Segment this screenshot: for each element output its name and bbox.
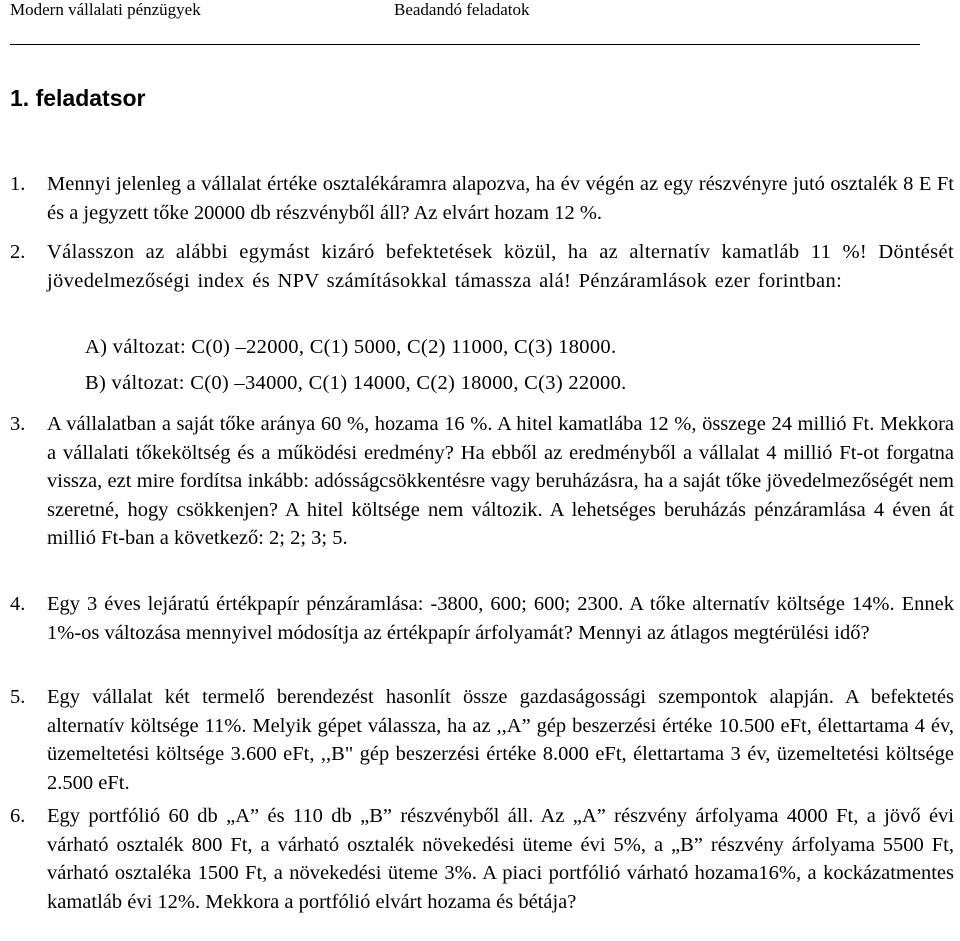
- task-3: [10, 410, 954, 553]
- task-4: [10, 590, 954, 647]
- task-number: 4.: [10, 593, 26, 615]
- task-2: [10, 238, 954, 295]
- task-text: Válasszon az alábbi egymást kizáró befektetések közül, ha az alternatív kamatláb 11 %! Döntését jövedelmezőségi index és NPV számításokkal támassza alá! Pénzáramlások ezer forintban:: [47, 241, 954, 292]
- task-number: 5.: [10, 686, 26, 708]
- task-text: Egy portfólió 60 db „A” és 110 db „B” részvényből áll. Az „A” részvény árfolyama 4000 Ft, a jövő évi várható osztalék 800 Ft, a várható osztalék növekedési üteme évi 5%, a „B” részvény árfolyama 5500 Ft, várható osztaléka 1500 Ft, a növekedési üteme 3%. A piaci portfólió várható hozama16%, a kockázatmentes kamatláb évi 12%. Mekkora a portfólió elvárt hozama és bétája?: [47, 805, 954, 913]
- task-5: [10, 683, 954, 797]
- task-6: [10, 802, 954, 916]
- task-number: 6.: [10, 805, 26, 827]
- task-text: Egy vállalat két termelő berendezést hasonlít össze gazdaságossági szempontok alapján. A befektetés alternatív költsége 11%. Melyik gépet válassza, ha az ,,A” gép beszerzési értéke 10.500 eFt, élettartama 4 év, üzemeltetési költsége 3.600 eFt, ,,B" gép beszerzési értéke 8.000 eFt, élettartama 3 év, üzemeltetési költsége 2.500 eFt.: [47, 686, 954, 794]
- task-1: [10, 170, 954, 227]
- task-text: A vállalatban a saját tőke aránya 60 %, hozama 16 %. A hitel kamatlába 12 %, összege 24 millió Ft. Mekkora a vállalati tőkeköltség és a működési eredmény? Ha ebből az eredményből a vállalat 4 millió Ft-ot forgatna vissza, ezt mire fordítsa inkább: adósságcsökkentésre vagy beruházásra, ha a saját tőke jövedelmezőségét nem szeretné, hogy csökkenjen? A hitel költsége nem változik. A lehetséges beruházás pénzáramlása 4 éven át millió Ft-ban a következő: 2; 2; 3; 5.: [47, 413, 954, 549]
- variant-b: B) változat: C(0) –34000, C(1) 14000, C(2) 18000, C(3) 22000.: [85, 372, 627, 394]
- task-text: Mennyi jelenleg a vállalat értéke osztalékáramra alapozva, ha év végén az egy részvényre jutó osztalék 8 E Ft és a jegyzett tőke 20000 db részvényből áll? Az elvárt hozam 12 %.: [47, 173, 954, 224]
- header-section: Beadandó feladatok: [394, 0, 530, 19]
- task-number: 2.: [10, 241, 26, 263]
- variant-a: A) változat: C(0) –22000, C(1) 5000, C(2) 11000, C(3) 18000.: [85, 336, 617, 358]
- page-title: 1. feladatsor: [10, 85, 146, 111]
- task-number: 1.: [10, 173, 26, 195]
- task-text: Egy 3 éves lejáratú értékpapír pénzáramlása: -3800, 600; 600; 2300. A tőke alternatív költsége 14%. Ennek 1%-os változása mennyivel módosítja az értékpapír árfolyamát? Mennyi az átlagos megtérülési idő?: [47, 593, 954, 644]
- header-course: Modern vállalati pénzügyek: [10, 0, 201, 19]
- page-header: [10, 0, 920, 45]
- task-number: 3.: [10, 413, 26, 435]
